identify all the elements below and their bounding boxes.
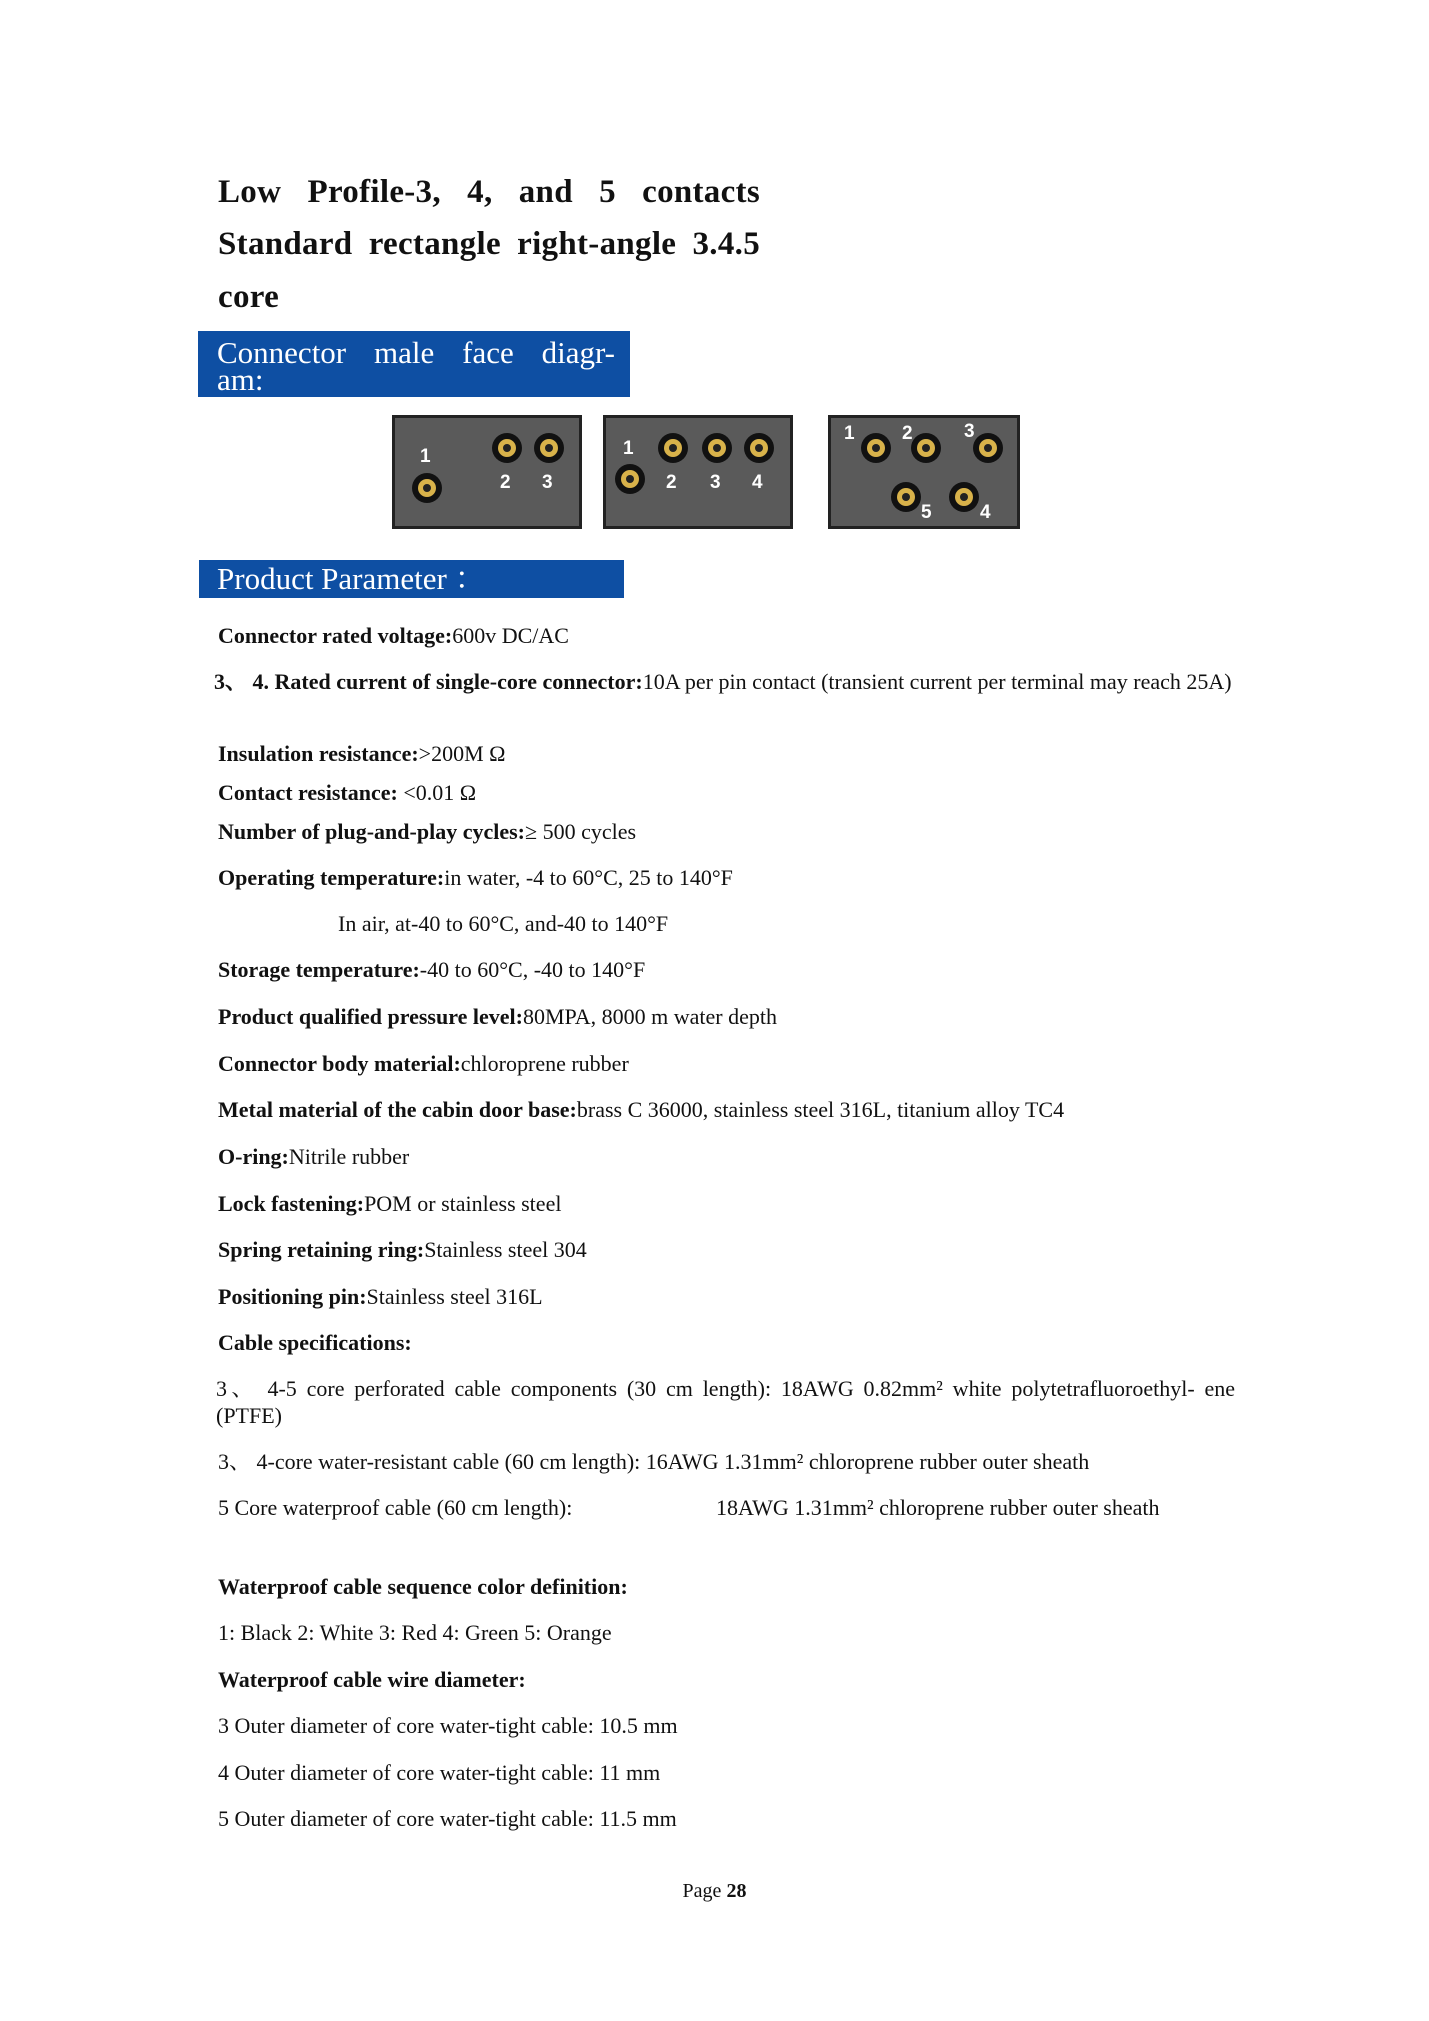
pin-1: [412, 473, 442, 503]
param-value: chloroprene rubber: [460, 1051, 629, 1076]
param-value: ≥ 500 cycles: [525, 819, 637, 844]
param-label: Connector body material:: [218, 1051, 461, 1076]
param-label: Storage temperature:: [218, 957, 420, 982]
color-definition-heading: Waterproof cable sequence color definition:: [218, 1574, 628, 1599]
pin-label-1: 1: [420, 446, 431, 467]
param-label: Product qualified pressure level:: [218, 1004, 523, 1029]
wire-diameter-4-core: 4 Outer diameter of core water-tight cable: 11 mm: [218, 1760, 661, 1785]
param-contact-resistance: [218, 779, 476, 806]
param-value: brass C 36000, stainless steel 316L, titanium alloy TC4: [576, 1097, 1065, 1122]
param-value: >200M Ω: [418, 741, 506, 766]
pin-label-4: 4: [752, 472, 763, 493]
wire-diameter-3-core: 3 Outer diameter of core water-tight cable: 10.5 mm: [218, 1713, 678, 1738]
pin-label-1: 1: [623, 438, 634, 459]
param-value: POM or stainless steel: [364, 1191, 562, 1216]
param-label: Insulation resistance:: [218, 741, 419, 766]
param-label: Lock fastening:: [218, 1191, 365, 1216]
param-label: Metal material of the cabin door base:: [218, 1097, 577, 1122]
pin-1: [861, 433, 891, 463]
param-value: <0.01 Ω: [403, 780, 477, 805]
pin-5: [891, 482, 921, 512]
pin-2: [658, 433, 688, 463]
cable-spec-3-left: 5 Core waterproof cable (60 cm length):: [218, 1495, 573, 1520]
param-value: In air, at-40 to 60°C, and-40 to 140°F: [338, 911, 669, 936]
param-label: Spring retaining ring:: [218, 1237, 425, 1262]
param-insulation-resistance: [218, 740, 506, 767]
pin-3: [973, 433, 1003, 463]
pin-2: [911, 433, 941, 463]
param-cable-specifications: [218, 1329, 412, 1356]
wire-diameter-5-core: 5 Outer diameter of core water-tight cable: 11.5 mm: [218, 1806, 677, 1831]
pin-label-4: 4: [980, 502, 991, 523]
pin-label-2: 2: [500, 472, 511, 493]
pin-2: [492, 433, 522, 463]
param-value: Stainless steel 304: [424, 1237, 587, 1262]
pin-label-1: 1: [844, 423, 855, 444]
pin-1: [615, 464, 645, 494]
cable-spec-2: 3、 4-core water-resistant cable (60 cm length): 16AWG 1.31mm² chloroprene rubber outer sheath: [218, 1449, 1090, 1474]
connector-diagram-4-pin: [603, 415, 793, 534]
param-body-material: [218, 1050, 629, 1077]
param-value: 600v DC/AC: [452, 623, 569, 648]
title-line-1: Low Profile-3, 4, and 5 contacts: [218, 174, 760, 210]
title-line-2: Standard rectangle right-angle 3.4.5: [218, 226, 760, 262]
param-value: -40 to 60°C, -40 to 140°F: [419, 957, 646, 982]
param-pressure-level: [218, 1003, 777, 1030]
param-label: Cable specifications:: [218, 1330, 412, 1355]
pin-4: [744, 433, 774, 463]
cable-spec-3-right: 18AWG 1.31mm² chloroprene rubber outer sheath: [716, 1495, 1160, 1520]
param-label: O-ring:: [218, 1144, 289, 1169]
connector-diagram-3-pin: [392, 415, 582, 534]
pin-4: [949, 482, 979, 512]
param-cabin-door-base: [218, 1096, 1064, 1123]
cable-spec-1: 3、 4-5 core perforated cable components (30 cm length): 18AWG 0.82mm² white polytetrafluoroethyl- ene (PTFE): [216, 1376, 1235, 1428]
param-value: 10A per pin contact (transient current per terminal may reach 25A): [642, 669, 1232, 694]
pin-label-5: 5: [921, 502, 932, 523]
product-parameter-heading: Product Parameter ：: [217, 561, 486, 596]
color-definition-text: 1: Black 2: White 3: Red 4: Green 5: Orange: [218, 1620, 612, 1645]
param-value: Nitrile rubber: [288, 1144, 410, 1169]
page-footer: [0, 1880, 1429, 1903]
param-o-ring: [218, 1143, 409, 1170]
param-label: Contact resistance:: [218, 780, 404, 805]
pin-label-2: 2: [902, 423, 913, 444]
connector-face-banner: [198, 331, 630, 397]
pin-3: [702, 433, 732, 463]
wire-diameter-heading: Waterproof cable wire diameter:: [218, 1667, 526, 1692]
param-spring-ring: [218, 1236, 587, 1263]
param-label: 3、 4. Rated current of single-core connector:: [214, 669, 643, 694]
param-lock-fastening: [218, 1190, 561, 1217]
param-value: in water, -4 to 60°C, 25 to 140°F: [444, 865, 733, 890]
pin-label-2: 2: [666, 472, 677, 493]
param-rated-voltage: [218, 622, 569, 649]
page-number: 28: [726, 1880, 747, 1902]
param-label: Positioning pin:: [218, 1284, 367, 1309]
banner-line-2: am:: [217, 362, 264, 397]
param-value: 80MPA, 8000 m water depth: [522, 1004, 777, 1029]
pin-label-3: 3: [542, 472, 553, 493]
param-rated-current: [214, 668, 1235, 695]
banner-line-1: Connector male face diagr-: [217, 335, 615, 370]
param-operating-temperature: [218, 864, 733, 891]
param-label: Connector rated voltage:: [218, 623, 453, 648]
param-operating-temperature-air: [338, 910, 668, 937]
title-line-3: core: [218, 279, 280, 315]
param-value: Stainless steel 316L: [366, 1284, 543, 1309]
param-positioning-pin: [218, 1283, 543, 1310]
pin-label-3: 3: [710, 472, 721, 493]
param-label: Operating temperature:: [218, 865, 445, 890]
connector-diagram-5-pin: [828, 415, 1020, 534]
page-label: Page: [682, 1880, 727, 1902]
pin-3: [534, 433, 564, 463]
pin-label-3: 3: [964, 421, 975, 442]
param-label: Number of plug-and-play cycles:: [218, 819, 525, 844]
product-parameter-banner: [199, 560, 624, 598]
param-storage-temperature: [218, 956, 645, 983]
param-plug-cycles: [218, 818, 636, 845]
